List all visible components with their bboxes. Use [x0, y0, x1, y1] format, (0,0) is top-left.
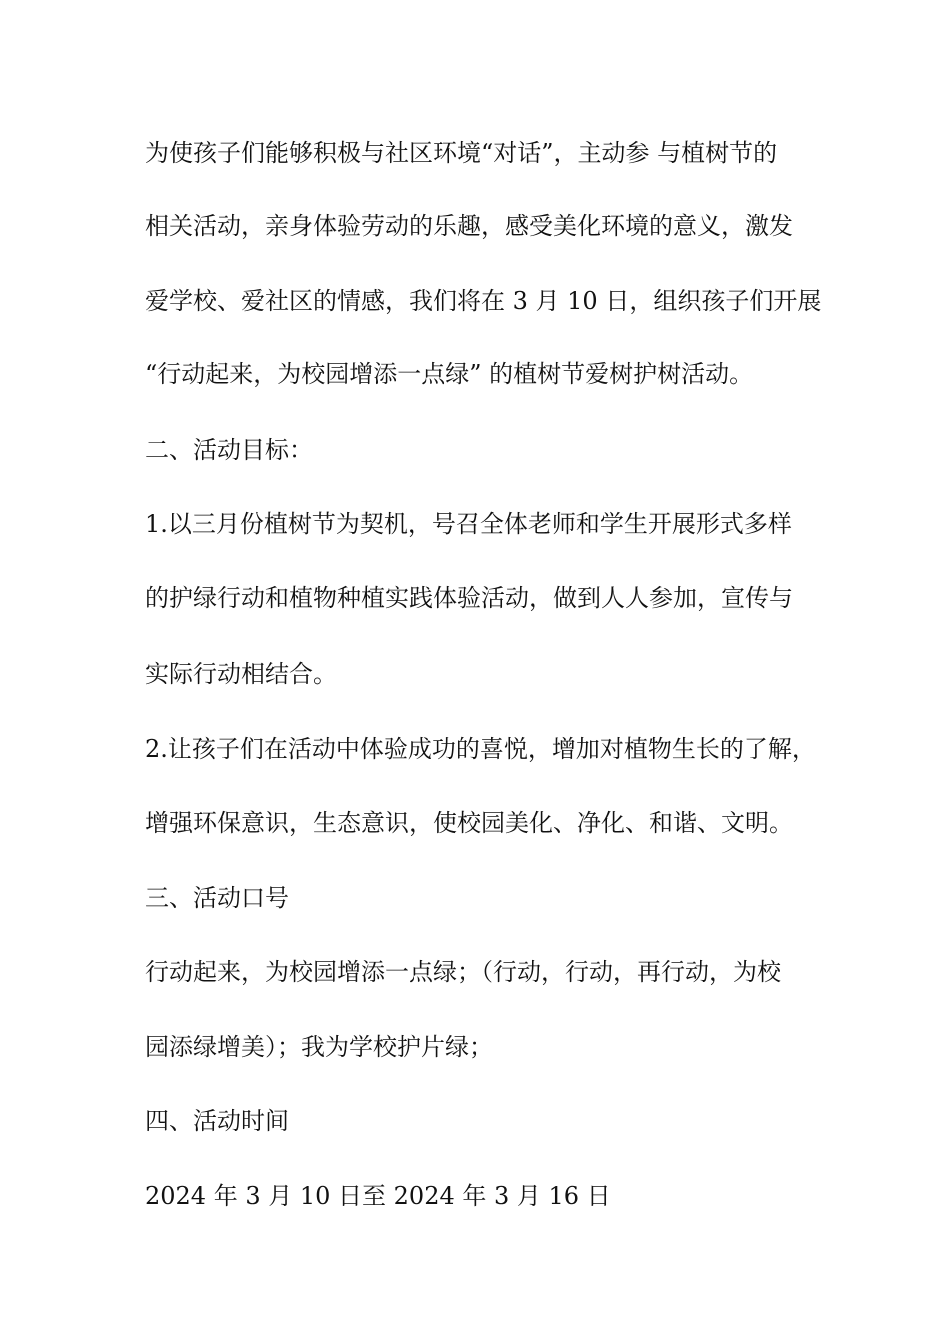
goal1-line-2: 的护绿行动和植物种植实践体验活动，做到人人参加，宣传与	[145, 584, 793, 612]
goal2-line-2: 增强环保意识，生态意识，使校园美化、净化、和谐、文明。	[145, 809, 793, 837]
goal2-line-1: 2.让孩子们在活动中体验成功的喜悦，增加对植物生长的了解，	[145, 735, 816, 763]
intro-line-1: 为使孩子们能够积极与社区环境“对话”，主动参 与植树节的	[145, 139, 778, 167]
goal1-line-1: 1.以三月份植树节为契机，号召全体老师和学生开展形式多样	[145, 510, 792, 538]
intro-line-3: 爱学校、爱社区的情感，我们将在 3 月 10 日，组织孩子们开展	[145, 287, 822, 315]
section4-heading: 四、活动时间	[145, 1107, 289, 1135]
goal1-line-3: 实际行动相结合。	[145, 660, 337, 688]
section2-heading: 二、活动目标：	[145, 436, 313, 464]
section3-heading: 三、活动口号	[145, 884, 289, 912]
intro-line-4: “行动起来，为校园增添一点绿” 的植树节爱树护树活动。	[145, 360, 754, 388]
intro-line-2: 相关活动，亲身体验劳动的乐趣，感受美化环境的意义，激发	[145, 212, 793, 240]
slogan-line-1: 行动起来，为校园增添一点绿；（行动，行动，再行动，为校	[145, 958, 781, 986]
activity-dates: 2024 年 3 月 10 日至 2024 年 3 月 16 日	[145, 1182, 611, 1210]
slogan-line-2: 园添绿增美）；我为学校护片绿；	[145, 1033, 493, 1061]
